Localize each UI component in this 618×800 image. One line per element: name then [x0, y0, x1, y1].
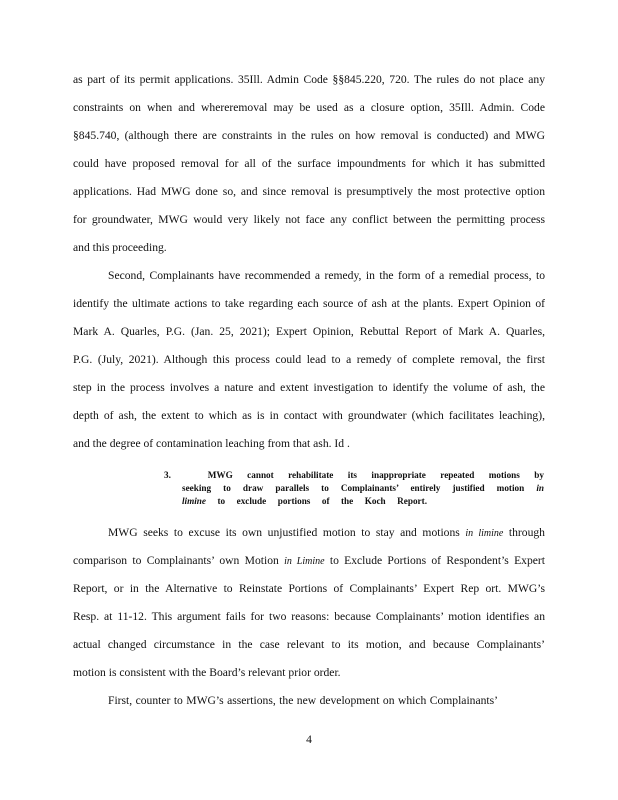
- heading-italic: limine: [182, 496, 206, 506]
- text-span: comparison to Complainants’ own Motion: [73, 554, 279, 567]
- body-line: §845.740, (although there are constraints in the rules on how removal is conducted) and MWG: [73, 129, 545, 142]
- text-span: to Exclude Portions of Respondent’s Expert: [329, 554, 545, 567]
- body-line: motion is consistent with the Board’s relevant prior order.: [73, 666, 341, 679]
- body-line: [108, 526, 545, 541]
- body-line: constraints on when and whereremoval may be used as a closure option, 35Ill. Admin. Code: [73, 101, 545, 114]
- body-line: identify the ultimate actions to take regarding each source of ash at the plants. Expert Opinion of: [73, 297, 545, 310]
- italic-span: in limine: [465, 528, 504, 539]
- page-number: 4: [306, 733, 312, 746]
- italic-span: in Limine: [284, 556, 325, 567]
- body-line: Resp. at 11-12. This argument fails for two reasons: because Complainants’ motion identifies an: [73, 610, 545, 623]
- body-line: applications. Had MWG done so, and since removal is presumptively the most protective option: [73, 185, 545, 198]
- heading-number: 3.: [164, 470, 171, 480]
- body-line: Mark A. Quarles, P.G. (Jan. 25, 2021); Expert Opinion, Rebuttal Report of Mark A. Quarles,: [73, 325, 545, 338]
- section-heading: [182, 483, 544, 495]
- section-heading: [164, 470, 544, 482]
- body-line: as part of its permit applications. 35Ill. Admin Code §§845.220, 720. The rules do not place any: [73, 73, 545, 86]
- body-line: Report, or in the Alternative to Reinstate Portions of Complainants’ Expert Rep ort. MWG’s: [73, 582, 545, 595]
- body-line: depth of ash, the extent to which as is in contact with groundwater (which facilitates leaching),: [73, 409, 545, 422]
- body-line: for groundwater, MWG would very likely not face any conflict between the permitting process: [73, 213, 545, 226]
- heading-text: to exclude portions of the Koch Report.: [217, 496, 427, 506]
- heading-italic: in: [536, 483, 544, 493]
- body-line: [73, 554, 545, 569]
- body-line: First, counter to MWG’s assertions, the new development on which Complainants’: [108, 694, 498, 707]
- body-line: and the degree of contamination leaching from that ash. Id .: [73, 437, 350, 450]
- heading-text: seeking to draw parallels to Complainants’ entirely justified motion: [182, 483, 525, 493]
- body-line: actual changed circumstance in the case relevant to its motion, and because Complainants’: [73, 638, 545, 651]
- body-line: P.G. (July, 2021). Although this process could lead to a remedy of complete removal, the first: [73, 353, 545, 366]
- heading-text: MWG cannot rehabilitate its inappropriate repeated motions by: [207, 470, 544, 480]
- text-span: through: [508, 526, 545, 539]
- body-line: step in the process involves a nature and extent investigation to identify the volume of ash, the: [73, 381, 545, 394]
- body-line: could have proposed removal for all of the surface impoundments for which it has submitted: [73, 157, 545, 170]
- text-span: MWG seeks to excuse its own unjustified motion to stay and motions: [108, 526, 460, 539]
- section-heading: [182, 496, 427, 508]
- body-line: and this proceeding.: [73, 241, 167, 254]
- body-line: Second, Complainants have recommended a remedy, in the form of a remedial process, to: [108, 269, 545, 282]
